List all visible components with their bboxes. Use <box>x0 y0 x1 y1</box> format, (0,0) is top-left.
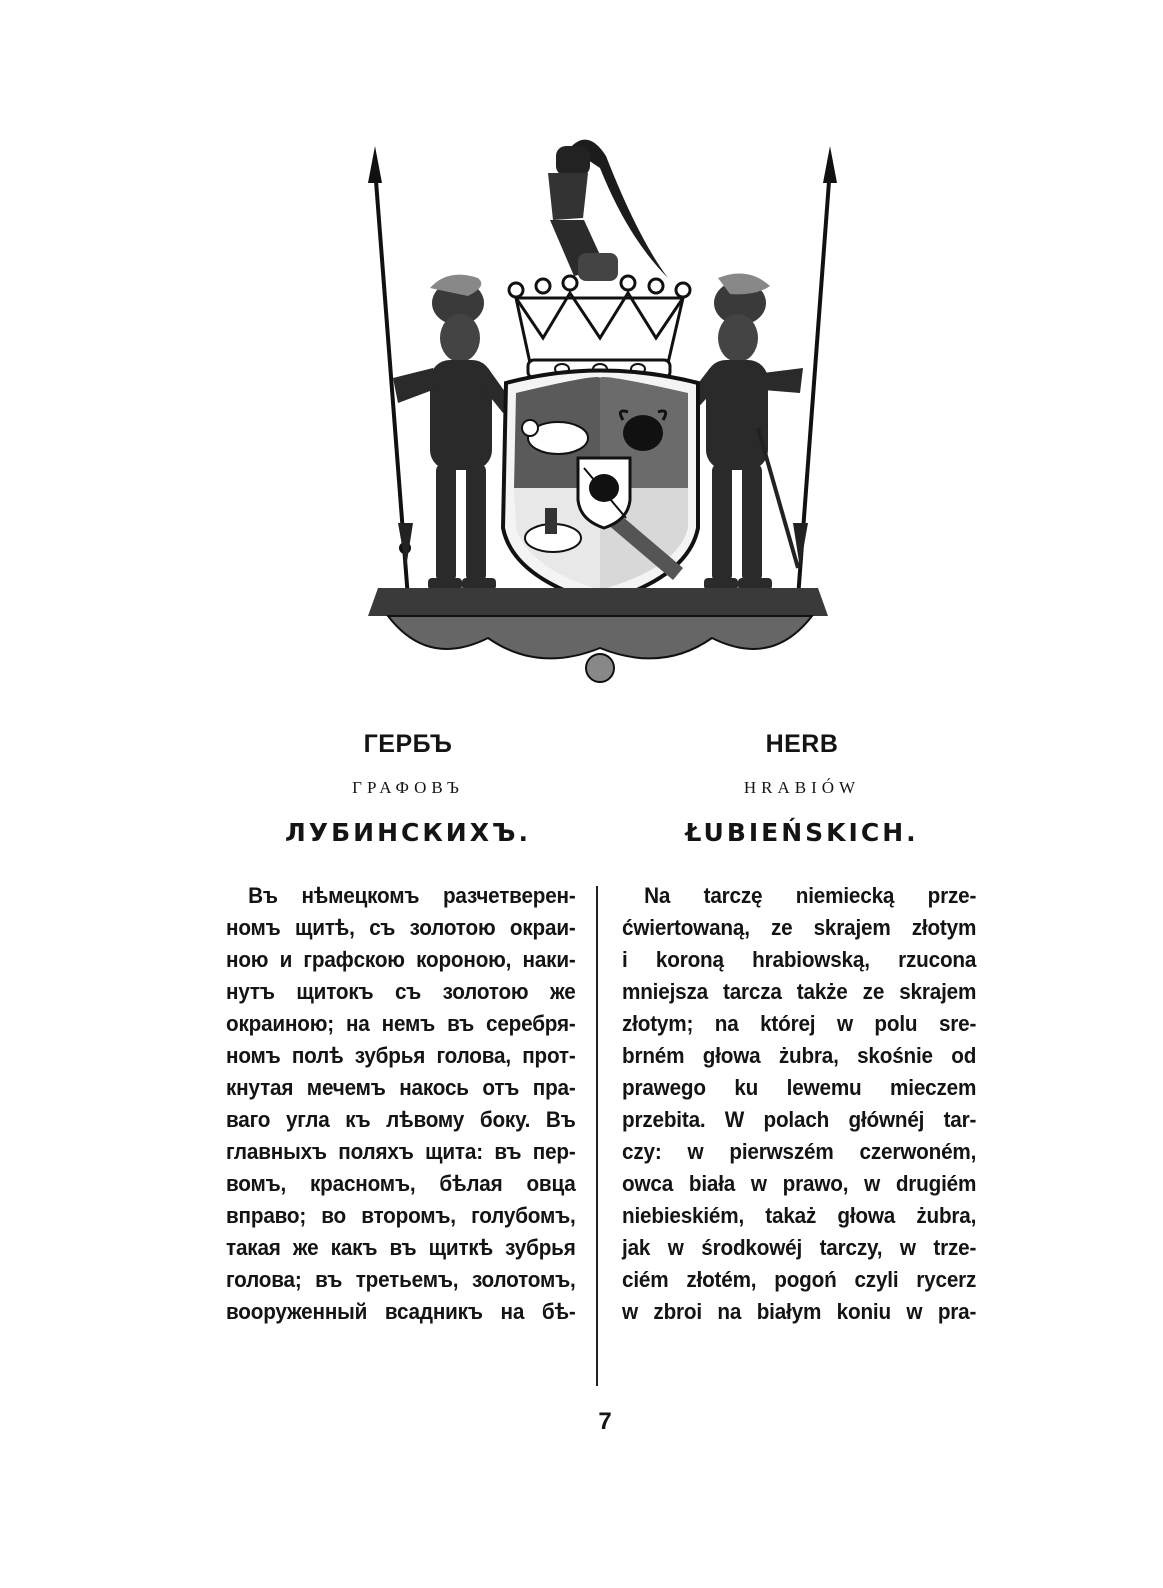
russian-line: ною и графскою короною, наки- <box>226 947 576 972</box>
russian-line: номъ полѣ зубрья голова, прот- <box>226 1043 576 1068</box>
russian-line: ваго угла къ лѣвому боку. Въ <box>226 1107 576 1132</box>
polish-line: Na tarczę niemiecką prze- <box>644 883 977 908</box>
russian-line: окраиною; на немъ въ серебря- <box>226 1011 576 1036</box>
russian-line: номъ щитѣ, съ золотою окраи- <box>226 915 576 940</box>
russian-body-text <box>226 880 576 1328</box>
polish-heading-name: ŁUBIEŃSKICH. <box>685 818 919 847</box>
russian-line: главныхъ поляхъ щита: въ пер- <box>226 1139 576 1164</box>
pedestal-base <box>368 588 828 682</box>
russian-line: кнутая мечемъ накось отъ пра- <box>226 1075 576 1100</box>
polish-body-text <box>622 880 976 1328</box>
polish-line: i koroną hrabiowską, rzucona <box>622 947 977 972</box>
russian-line: нутъ щитокъ съ золотою же <box>226 979 576 1004</box>
polish-line: brném głowa żubra, skośnie od <box>622 1043 977 1068</box>
polish-line: czy: w pierwszém czerwoném, <box>622 1139 977 1164</box>
column-divider <box>596 886 598 1386</box>
polish-heading-title: HERB <box>765 730 839 758</box>
polish-line: przebita. W polach głównéj tar- <box>622 1107 977 1132</box>
russian-line: такая же какъ въ щиткѣ зубрья <box>226 1235 576 1260</box>
russian-heading-subtitle: ГРАФОВЪ <box>352 778 464 797</box>
russian-heading-name: ЛУБИНСКИХЪ. <box>285 818 531 847</box>
right-knight <box>683 274 803 591</box>
russian-line: Въ нѣмецкомъ разчетверен- <box>248 883 576 908</box>
page-number: 7 <box>598 1408 612 1435</box>
left-spear <box>368 146 413 598</box>
polish-line: niebieskiém, takaż głowa żubra, <box>622 1203 977 1228</box>
russian-line: вомъ, красномъ, бѣлая овца <box>226 1171 576 1196</box>
russian-line: вправо; во второмъ, голубомъ, <box>226 1203 576 1228</box>
polish-line: jak w środkowéj tarczy, w trze- <box>622 1235 977 1260</box>
armored-arm-crest <box>548 140 668 281</box>
russian-heading-title: ГЕРБЪ <box>363 730 453 758</box>
polish-line: złotym; na której w polu sre- <box>622 1011 977 1036</box>
count-crown <box>509 276 690 378</box>
coat-of-arms-illustration <box>338 128 858 708</box>
polish-line: w zbroi na białym koniu w pra- <box>622 1299 977 1324</box>
polish-line: ćwiertowaną, ze skrajem złotym <box>622 915 977 940</box>
polish-line: owca biała w prawo, w drugiém <box>622 1171 977 1196</box>
left-knight <box>393 275 513 590</box>
polish-heading-subtitle: HRABIÓW <box>743 778 861 797</box>
russian-line: вооруженный всадникъ на бѣ- <box>226 1299 576 1324</box>
polish-line: ciém złotém, pogoń czyli rycerz <box>622 1267 977 1292</box>
inescutcheon <box>578 458 630 528</box>
polish-line: prawego ku lewemu mieczem <box>622 1075 977 1100</box>
polish-line: mniejsza tarcza także ze skrajem <box>622 979 977 1004</box>
russian-line: голова; въ третьемъ, золотомъ, <box>226 1267 576 1292</box>
